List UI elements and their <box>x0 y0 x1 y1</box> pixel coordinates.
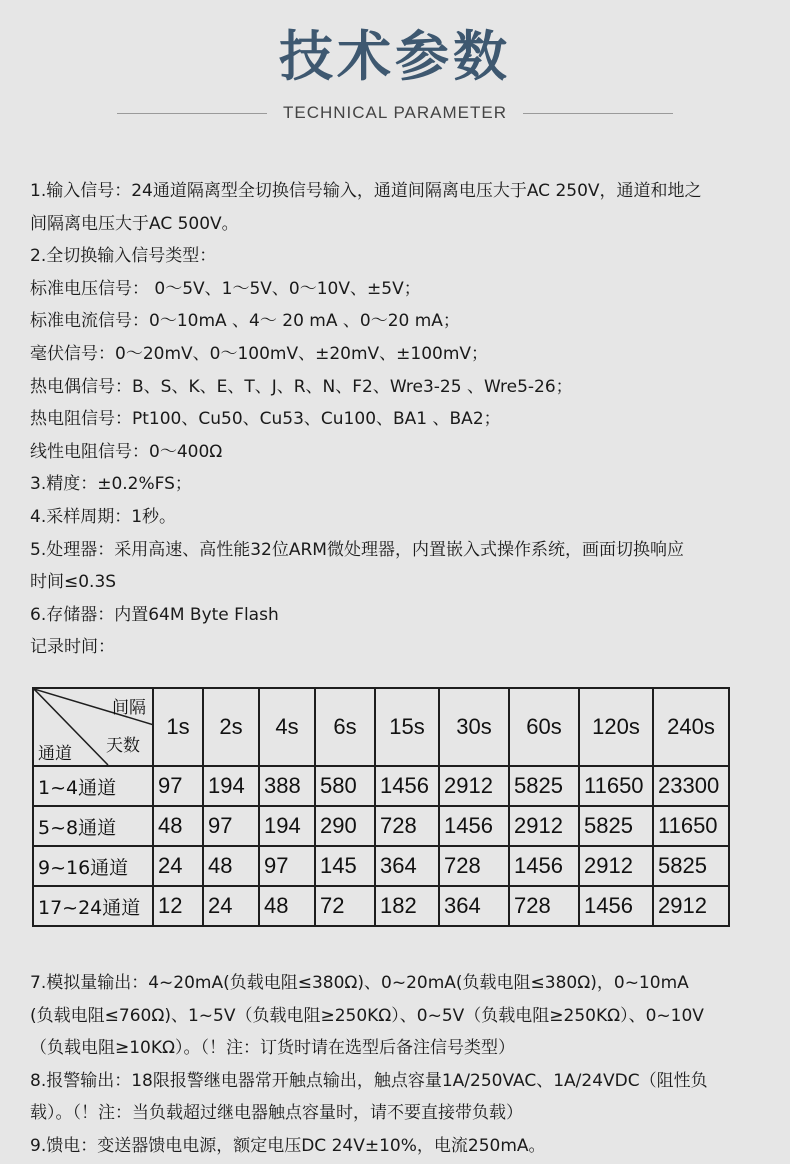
table-cell: 72 <box>315 886 375 926</box>
table-cell: 12 <box>153 886 203 926</box>
table-cell: 364 <box>375 846 439 886</box>
table-cell: 194 <box>259 806 315 846</box>
page-subtitle: TECHNICAL PARAMETER <box>283 103 507 122</box>
param-line: (负载电阻≤760Ω)、1~5V（负载电阻≥250KΩ）、0~5V（负载电阻≥250KΩ）、0~10V <box>30 1005 704 1026</box>
table-row <box>33 806 729 846</box>
table-cell: 1456 <box>579 886 653 926</box>
row-header: 1~4通道 <box>33 766 153 806</box>
param-line: 线性电阻信号：0～400Ω <box>30 441 223 462</box>
param-line: 时间≤0.3S <box>30 572 117 593</box>
table-cell: 1456 <box>375 766 439 806</box>
record-time-table <box>32 687 730 927</box>
table-cell: 11650 <box>653 806 729 846</box>
table-row <box>33 846 729 886</box>
param-line: 热电偶信号：B、S、K、E、T、J、R、N、F2、Wre3-25 、Wre5-26； <box>30 376 573 397</box>
param-line: 9.馈电：变送器馈电电源，额定电压DC 24V±10%，电流250mA。 <box>30 1135 546 1156</box>
param-line: 毫伏信号：0～20mV、0～100mV、±20mV、±100mV； <box>30 343 489 364</box>
table-cell: 48 <box>203 846 259 886</box>
param-line: 3.精度：±0.2%FS； <box>30 474 192 495</box>
column-header: 6s <box>315 688 375 766</box>
table-cell: 5825 <box>653 846 729 886</box>
param-line: 8.报警输出：18限报警继电器常开触点输出，触点容量1A/250VAC、1A/24VDC（阻性负 <box>30 1070 708 1091</box>
param-line: 标准电压信号： 0～5V、1～5V、0～10V、±5V； <box>30 278 421 299</box>
table-cell: 728 <box>509 886 579 926</box>
column-header: 60s <box>509 688 579 766</box>
table-cell: 2912 <box>579 846 653 886</box>
table-cell: 5825 <box>509 766 579 806</box>
column-header: 1s <box>153 688 203 766</box>
param-line: 2.全切换输入信号类型： <box>30 246 217 267</box>
table-cell: 48 <box>259 886 315 926</box>
corner-label-channel: 通道 <box>38 744 72 764</box>
table-corner-cell <box>33 688 153 766</box>
table-cell: 1456 <box>439 806 509 846</box>
table-cell: 290 <box>315 806 375 846</box>
table-row <box>33 886 729 926</box>
page-title: 技术参数 <box>279 25 511 88</box>
table-cell: 2912 <box>653 886 729 926</box>
param-line: 7.模拟量输出：4~20mA(负载电阻≤380Ω)、0~20mA(负载电阻≤380Ω)，0~10mA <box>30 973 689 993</box>
param-line: 4.采样周期：1秒。 <box>30 506 177 527</box>
column-header: 4s <box>259 688 315 766</box>
table-cell: 145 <box>315 846 375 886</box>
table-cell: 24 <box>203 886 259 926</box>
table-cell: 182 <box>375 886 439 926</box>
table-cell: 97 <box>203 806 259 846</box>
table-cell: 194 <box>203 766 259 806</box>
param-line: 载）。（！注：当负载超过继电器触点容量时，请不要直接带负载） <box>30 1103 523 1124</box>
table-cell: 24 <box>153 846 203 886</box>
table-cell: 728 <box>439 846 509 886</box>
param-line: 记录时间： <box>30 637 115 658</box>
table-row <box>33 766 729 806</box>
table-cell: 48 <box>153 806 203 846</box>
table-cell: 97 <box>153 766 203 806</box>
column-header: 2s <box>203 688 259 766</box>
param-line: 标准电流信号：0～10mA 、4～ 20 mA 、0～20 mA； <box>30 311 460 332</box>
table-cell: 23300 <box>653 766 729 806</box>
param-line: 间隔离电压大于AC 500V。 <box>30 213 239 234</box>
param-line: 热电阻信号：Pt100、Cu50、Cu53、Cu100、BA1 、BA2； <box>30 409 501 430</box>
param-line: 1.输入信号：24通道隔离型全切换信号输入，通道间隔离电压大于AC 250V，通道和地之 <box>30 181 702 201</box>
table-cell: 5825 <box>579 806 653 846</box>
column-header: 240s <box>653 688 729 766</box>
table-cell: 2912 <box>509 806 579 846</box>
table-cell: 11650 <box>579 766 653 806</box>
corner-label-days: 天数 <box>106 736 140 756</box>
column-header: 30s <box>439 688 509 766</box>
corner-label-interval: 间隔 <box>112 698 146 718</box>
subtitle-divider-right <box>523 113 673 114</box>
table-cell: 388 <box>259 766 315 806</box>
table-cell: 728 <box>375 806 439 846</box>
column-header: 15s <box>375 688 439 766</box>
row-header: 9~16通道 <box>33 846 153 886</box>
row-header: 17~24通道 <box>33 886 153 926</box>
table-cell: 580 <box>315 766 375 806</box>
param-line: 5.处理器：采用高速、高性能32位ARM微处理器，内置嵌入式操作系统，画面切换响应 <box>30 539 684 560</box>
param-line: 6.存储器：内置64M Byte Flash <box>30 604 279 625</box>
subtitle-divider-left <box>117 113 267 114</box>
param-line: （负载电阻≥10KΩ）。（！注：订货时请在选型后备注信号类型） <box>30 1038 516 1059</box>
table-cell: 97 <box>259 846 315 886</box>
row-header: 5~8通道 <box>33 806 153 846</box>
table-cell: 1456 <box>509 846 579 886</box>
output-parameter-list <box>30 967 770 1163</box>
table-cell: 364 <box>439 886 509 926</box>
subtitle-row <box>0 100 790 126</box>
parameter-list <box>30 175 770 664</box>
column-header: 120s <box>579 688 653 766</box>
table-cell: 2912 <box>439 766 509 806</box>
